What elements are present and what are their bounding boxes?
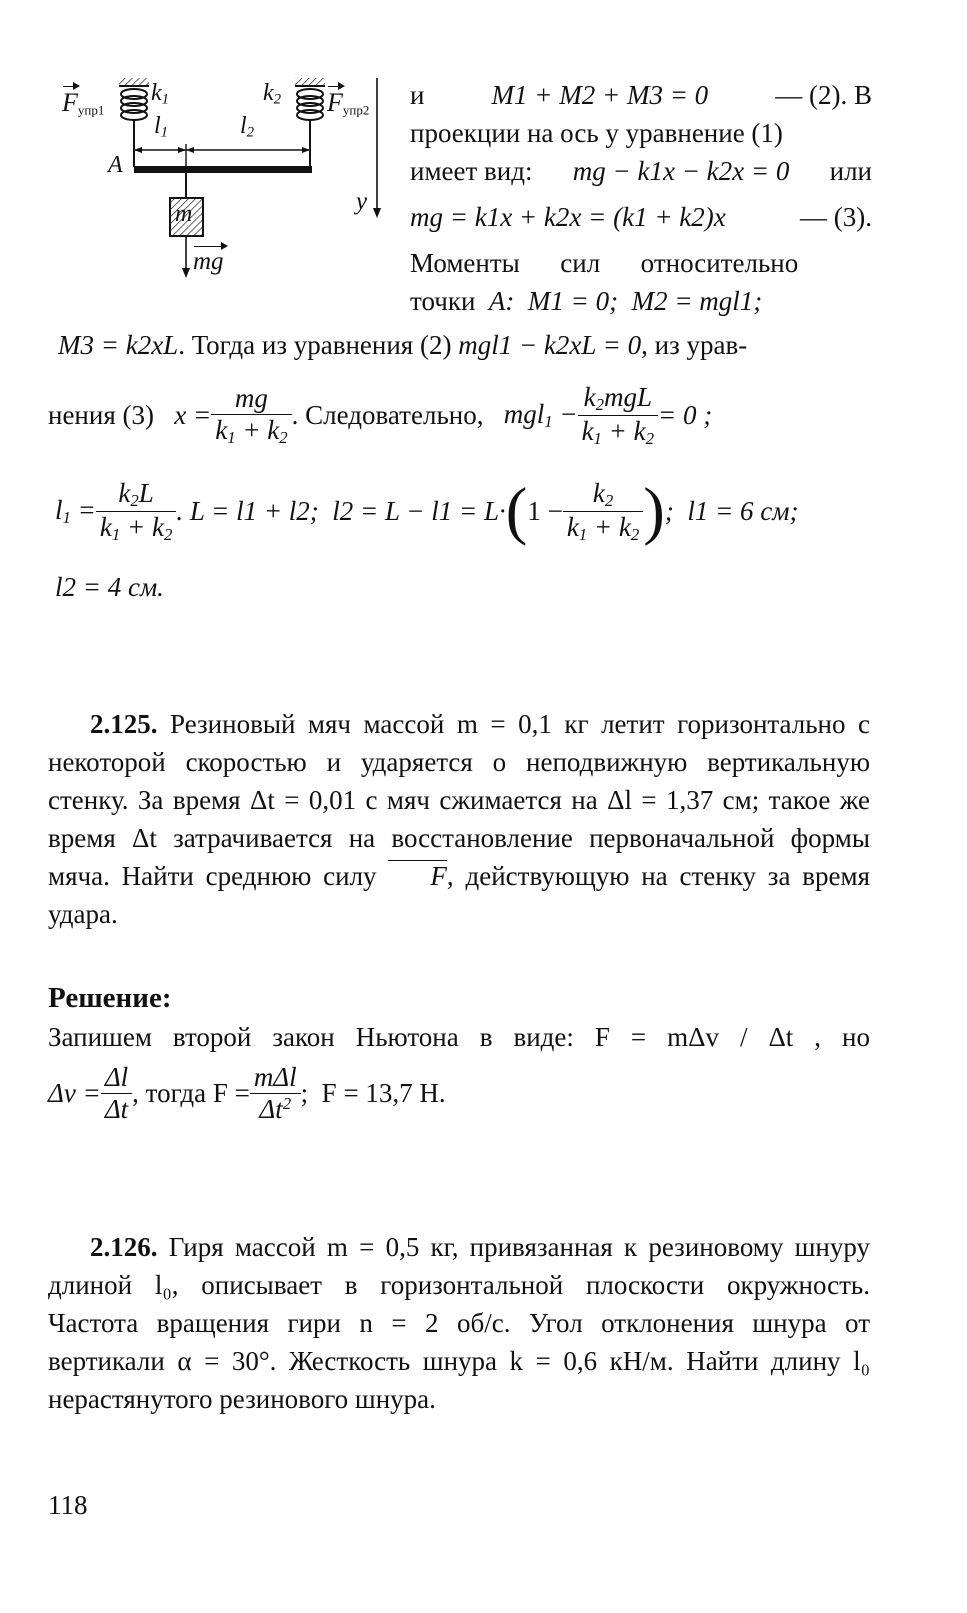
left-spring-icon	[121, 89, 147, 167]
fraction-x: $\frac{mg}{k_1 + k_2}$	[211, 383, 291, 448]
label-k2: $k_2$	[263, 80, 282, 108]
fraction-k2mgl: $\frac{k_2mgL}{k_1 + k_2}$	[578, 382, 658, 449]
prev-line-6: точки A: M1 = 0; M2 = mgl1;	[410, 286, 763, 316]
label-l1: $l_1$	[154, 113, 169, 141]
problem-number-2-125: 2.125.	[90, 709, 158, 739]
page-number: 118	[48, 1490, 88, 1520]
prev-line-3: имеет вид: mg − k1x − k2x = 0 или	[410, 156, 872, 186]
prev-line-10: l2 = 4 см.	[55, 572, 164, 602]
label-mass: m	[175, 201, 193, 227]
prev-line-2: проекции на ось y уравнение (1)	[410, 118, 783, 148]
prev-line-9: $l_1$ = $\frac{k_2L}{k_1 + k_2}$ . L = l1 + l2; l2 = L − l1 = L· ( 1 − $\frac{k_2}{k_1 + k_2}$ ) ; l1 = 6 см;	[55, 475, 799, 548]
label-l2: $l_2$	[240, 113, 255, 141]
problem-2-126: 2.126. Гиря массой m = 0,5 кг, привязанная к резиновому шнуру длиной l₀, описывает в горизонтальной плоскости окружность. Частота вращения гири n = 2 об/с. Угол отклонения шнура от вертикали α = 30°. Жесткость шнура k = 0,6 кН/м. Найти длину l₀ нерастянутого резинового шнура.	[48, 1232, 870, 1414]
label-mg: mg	[193, 248, 224, 275]
prev-line-7: M3 = k2xL. Тогда из уравнения (2) mgl1 − k2xL = 0, из урав-	[58, 330, 748, 360]
prev-line-4: mg = k1x + k2x = (k1 + k2)x — (3).	[410, 202, 872, 232]
left-ceiling	[119, 78, 149, 86]
prev-line-5: Моменты сил относительно	[410, 248, 799, 278]
fraction-l1: $\frac{k_2L}{k_1 + k_2}$	[96, 478, 176, 545]
label-k1: $k_1$	[151, 80, 170, 108]
solution-line-1: Запишем второй закон Ньютона в виде: F = mΔv / Δt , но	[48, 1022, 870, 1052]
prev-line-1: и M1 + M2 + M3 = 0 — (2). В	[410, 80, 872, 110]
right-ceiling	[295, 78, 325, 86]
solution-line-2: Δv = $\frac{\Delta l}{\Delta t}$ , тогда F = $\frac{\text{mΔl}}{\Delta t^2}$ ; F = 13,7 Н.	[48, 1062, 446, 1125]
label-y: y	[356, 188, 368, 215]
force-symbol: F	[388, 860, 447, 890]
problem-2-125: 2.125. Резиновый мяч массой m = 0,1 кг летит горизонтально с некоторой скоростью и ударяется о неподвижную вертикальную стенку. За время Δt = 0,01 с мяч сжимается на Δl = 1,37 см; такое же время Δt затрачивается на восстановление первоначальной формы мяча. Найти среднюю силу F, действующую на стенку за время удара.	[48, 709, 871, 929]
beam	[134, 166, 312, 173]
right-spring-icon	[297, 89, 323, 167]
fraction-dv: $\frac{\Delta l}{\Delta t}$	[101, 1062, 132, 1125]
label-f2: $F_{упр2}$	[327, 88, 370, 118]
fraction-force: $\frac{\text{mΔl}}{\Delta t^2}$	[250, 1062, 301, 1125]
fraction-k2-sum: $\frac{k_2}{k_1 + k_2}$	[563, 478, 643, 545]
solution-heading: Решение:	[48, 982, 172, 1014]
label-f1: $F_{упр1}$	[62, 88, 105, 118]
problem-number-2-126: 2.126.	[90, 1232, 158, 1262]
prev-line-8: нения (3) x = $\frac{mg}{k_1 + k_2}$ . Следовательно, mgl$_1$ − $\frac{k_2mgL}{k_1 + k_2}$ = 0 ;	[48, 382, 713, 449]
label-a: A	[108, 152, 123, 178]
